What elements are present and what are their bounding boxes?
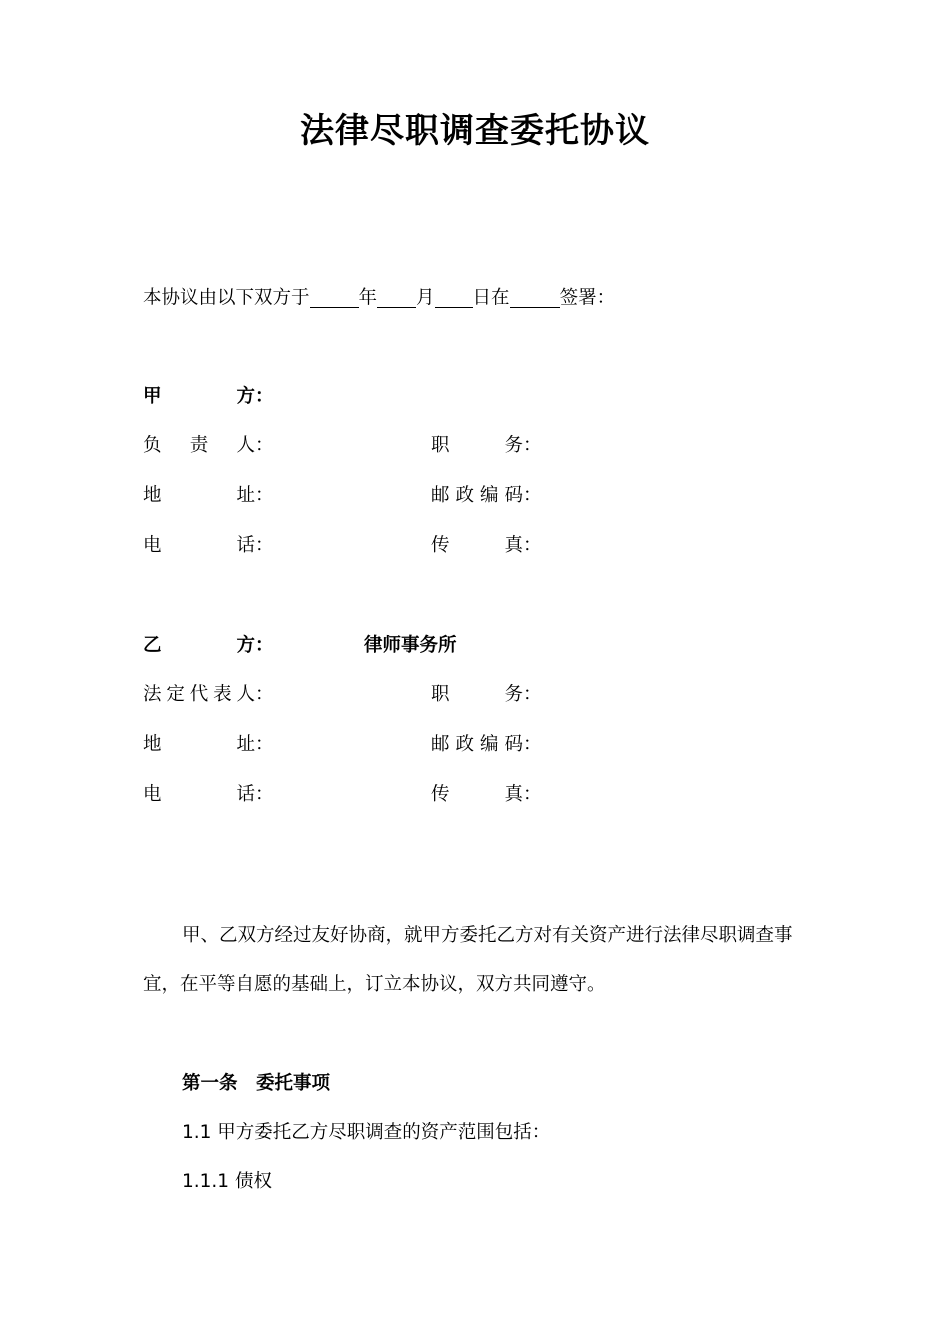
field-label: 负责人 [143, 435, 255, 456]
party-b-position [431, 686, 542, 705]
field-colon: ： [255, 535, 274, 556]
field-colon: ： [255, 784, 274, 805]
field-label: 职务 [431, 435, 523, 456]
intro-suffix: 签署： [559, 287, 616, 309]
field-label: 邮政编码 [431, 485, 523, 506]
field-colon: ： [255, 485, 274, 506]
field-label: 电话 [143, 784, 255, 805]
preamble-line-1: 甲、乙双方经过友好协商，就甲方委托乙方对有关资产进行法律尽职调查事 [182, 925, 793, 946]
party-a-heading [143, 388, 274, 407]
party-a-position [431, 437, 542, 456]
clause-1-1-1: 1.1.1 债权 [182, 1171, 272, 1192]
party-a-responsible [143, 437, 274, 456]
month-blank[interactable] [377, 288, 416, 308]
field-colon: ： [255, 435, 274, 456]
field-label: 邮政编码 [431, 734, 523, 755]
year-blank[interactable] [310, 288, 359, 308]
field-label: 地址 [143, 485, 255, 506]
field-colon: ： [523, 734, 542, 755]
field-colon: ： [523, 784, 542, 805]
article-1-heading: 第一条 委托事项 [182, 1073, 331, 1094]
field-colon: ： [255, 734, 274, 755]
party-b-fax [431, 786, 542, 805]
party-b-legal-rep [143, 686, 274, 705]
party-b-postcode [431, 736, 542, 755]
field-label: 职务 [431, 684, 523, 705]
party-b-firm: 律师事务所 [364, 635, 457, 656]
party-b-address [143, 736, 274, 755]
signing-intro [143, 288, 615, 308]
party-a-address [143, 487, 274, 506]
party-b-label: 乙方 [143, 635, 255, 656]
field-colon: ： [523, 485, 542, 506]
field-label: 地址 [143, 734, 255, 755]
preamble-line-2: 宜，在平等自愿的基础上，订立本协议，双方共同遵守。 [143, 974, 606, 995]
party-b-heading [143, 637, 274, 656]
field-colon: ： [523, 684, 542, 705]
field-colon: ： [523, 535, 542, 556]
place-blank[interactable] [510, 288, 560, 308]
field-colon: ： [523, 435, 542, 456]
party-a-fax [431, 537, 542, 556]
party-a-postcode [431, 487, 542, 506]
clause-1-1: 1.1 甲方委托乙方尽职调查的资产范围包括： [182, 1122, 551, 1143]
field-colon: ： [255, 684, 274, 705]
intro-prefix: 本协议由以下双方于 [143, 287, 310, 309]
party-a-label: 甲方 [143, 386, 255, 407]
party-a-colon: ： [255, 386, 274, 407]
party-a-phone [143, 537, 274, 556]
field-label: 法定代表人 [143, 684, 255, 705]
party-b-phone [143, 786, 274, 805]
day-blank[interactable] [435, 288, 473, 308]
field-label: 电话 [143, 535, 255, 556]
intro-year: 年 [358, 287, 378, 309]
intro-month: 月 [416, 287, 435, 309]
field-label: 传真 [431, 535, 523, 556]
field-label: 传真 [431, 784, 523, 805]
intro-day: 日在 [472, 287, 510, 309]
document-title: 法律尽职调查委托协议 [300, 111, 650, 151]
party-b-colon: ： [255, 635, 274, 656]
